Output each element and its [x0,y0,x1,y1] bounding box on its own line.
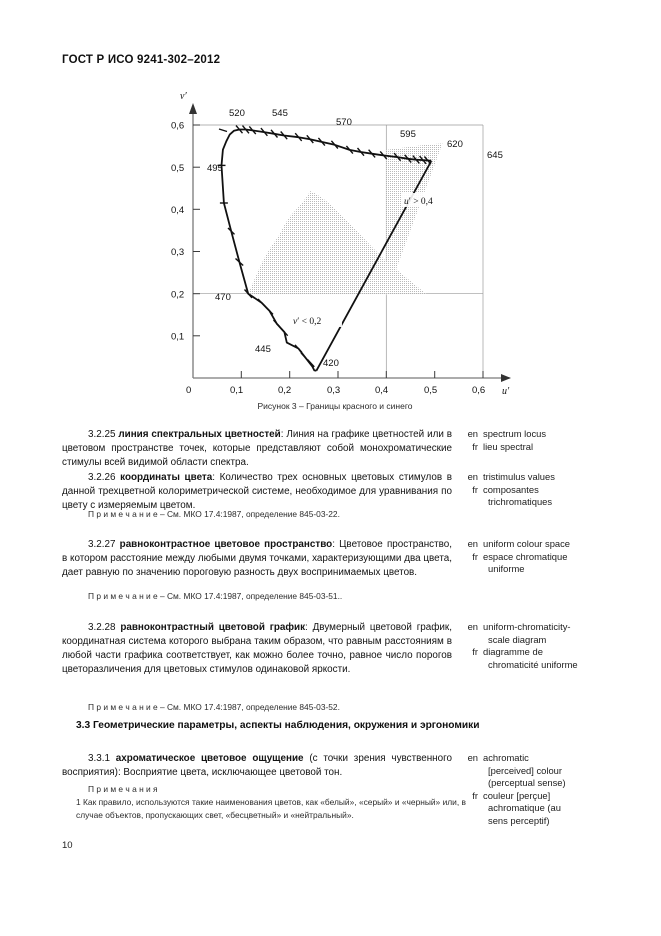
section-number: 3.3 [76,720,91,731]
y-tick-3: 0,3 [171,247,185,259]
entry-3-2-26-note: П р и м е ч а н и е – См. МКО 17.4:1987, определение 845-03-22. [88,509,340,519]
region-label-red-group [401,193,453,207]
translation-cont: achromatique (au [488,802,561,814]
lang-tag: en [467,471,478,482]
translation-row [466,551,656,564]
entry-term: ахроматическое цветовое ощущение [115,753,304,764]
entry-3-3-1-notes-heading: П р и м е ч а н и я [88,784,158,794]
region-label-blue-group [290,313,342,327]
entry-number: 3.2.25 [88,429,116,440]
x-tick-6: 0,6 [472,385,486,396]
translation-cont: chromaticité uniforme [488,658,578,670]
chromaticity-svg [150,85,520,400]
y-tick-labels [171,121,184,343]
translation-text: uniform-chromaticity- [483,621,571,632]
y-tick-1: 0,1 [171,331,185,343]
translation-row [466,538,656,551]
translation-text: couleur [perçue] [483,789,551,801]
wl-595: 595 [400,129,416,140]
translation-text: uniform colour space [483,538,571,549]
translation-cont: uniforme [488,563,525,575]
y-ticks [193,125,200,336]
entry-3-2-26-text [62,471,452,513]
translation-cont: scale diagram [488,633,547,645]
entry-3-3-1-text [62,752,452,780]
translation-row [466,441,656,454]
translation-cont: (perceptual sense) [488,777,566,789]
translation-row [466,471,656,484]
lang-tag: en [467,752,478,763]
wl-620: 620 [447,139,463,150]
x-ticks [241,371,483,378]
translation-cont: trichromatiques [488,496,553,508]
entry-term: линия спектральных цветностей [118,429,281,440]
region-label-red: u′ > 0,4 [404,197,433,207]
lang-tag: en [467,428,478,439]
y-axis-label: v′ [180,91,187,102]
lang-tag: fr [472,550,478,562]
standard-header: ГОСТ Р ИСО 9241-302–2012 [62,54,221,66]
translation-cont: sens perceptif) [488,814,550,826]
x-axis-label: u′ [502,386,510,397]
entry-number: 3.2.26 [88,472,116,483]
translation-text: composantes [483,483,539,495]
translation-text: lieu spectral [483,440,534,452]
wl-495: 495 [207,163,223,174]
entry-3-2-25-text [62,428,452,470]
section-heading-3-3 [76,720,636,731]
entry-3-2-27-note: П р и м е ч а н и е – См. МКО 17.4:1987, определение 845-03-51.. [88,591,343,601]
translation-row [466,428,656,441]
lang-tag: fr [472,646,478,658]
translation-text: espace chromatique [483,550,568,562]
wl-470: 470 [215,292,231,303]
x-tick-5: 0,5 [424,385,438,396]
entry-3-2-28-text [62,621,452,677]
x-tick-1: 0,1 [230,385,244,396]
y-axis-arrow [189,103,197,114]
entry-3-3-1-note-1: 1 Как правило, используются такие наименования цветов, как «белый», «серый» и «черный» или, в случае объектов, пропускающих свет, «бесцветный» и «нейтральный». [76,797,466,820]
translation-row [466,484,656,497]
x-tick-labels [186,385,485,396]
wl-445: 445 [255,344,271,355]
y-tick-5: 0,5 [171,162,185,174]
y-tick-4: 0,4 [171,205,185,216]
y-tick-2: 0,2 [171,289,185,301]
entry-3-2-26-translations [466,471,656,509]
section-title: Геометрические параметры, аспекты наблюдения, окружения и эргономики [93,720,480,731]
translation-row [466,790,656,803]
x-axis-arrow [501,374,511,382]
entry-number: 3.2.27 [88,539,116,550]
y-tick-6: 0,6 [171,120,185,132]
entry-3-2-27-translations [466,538,656,576]
entry-3-2-28-translations [466,621,656,671]
translation-text: spectrum locus [483,428,547,439]
entry-3-2-25-translations [466,428,656,453]
lang-tag: en [467,538,478,549]
wl-570: 570 [336,117,352,128]
entry-definition: (с точки зрения чувственного восприятия): Восприятие цвета, исключающее цветовой тон. [62,753,453,779]
entry-number: 3.3.1 [88,753,110,764]
entry-definition: : Линия на графике цветностей или в цветовом пространстве точек, которые представляют собой монохроматические стимулы всей видимой области спектра. [62,429,452,469]
translation-row [466,646,656,659]
translation-text: achromatic [483,752,529,763]
entry-definition: : Количество трех основных цветовых стимулов в данной трехцветной колориметрической системе, необходимое для уравнивания по цвету с измеряемым цветом. [62,472,453,512]
translation-cont: [perceived] colour [488,764,562,776]
entry-3-2-27-text [62,538,452,580]
x-tick-0: 0 [186,385,192,396]
lang-tag: fr [472,789,478,801]
entry-3-3-1-translations [466,752,656,828]
lang-tag: fr [472,483,478,495]
figure-caption: Рисунок 3 – Границы красного и синего [257,401,413,411]
translation-row [466,752,656,765]
x-tick-2: 0,2 [278,385,292,396]
lang-tag: fr [472,440,478,452]
wl-420: 420 [323,358,339,369]
translation-text: tristimulus values [483,471,555,482]
region-label-blue: v′ < 0,2 [293,317,322,327]
x-tick-3: 0,3 [327,385,341,396]
x-tick-4: 0,4 [375,385,389,396]
figure-chromaticity-diagram [150,85,520,415]
entry-definition: : Двумерный цветовой график, координатная система которого выбрана таким образом, что равным расстояниям в любой части графика соответствует, как можно более точно, равное число порогов цветоразличения для цветовых стимулов одинаковой яркости. [62,622,452,676]
wl-645: 645 [487,150,503,161]
translation-row [466,621,656,634]
entry-term: координаты цвета [120,472,213,483]
entry-definition: : Цветовое пространство, в котором расстояние между любыми двумя точками, характеризующими два цвета, дает равную по значению пороговую разность двух воспринимаемых цветов. [62,539,453,579]
wl-520: 520 [229,108,245,119]
lang-tag: en [467,621,478,632]
translation-text: diagramme de [483,646,543,658]
entry-term: равноконтрастное цветовое пространство [119,539,333,550]
page-number: 10 [62,840,73,851]
entry-3-2-28-note: П р и м е ч а н и е – См. МКО 17.4:1987, определение 845-03-52. [88,702,340,712]
entry-term: равноконтрастный цветовой график [120,622,306,633]
wl-545: 545 [272,108,288,119]
entry-number: 3.2.28 [88,622,116,633]
